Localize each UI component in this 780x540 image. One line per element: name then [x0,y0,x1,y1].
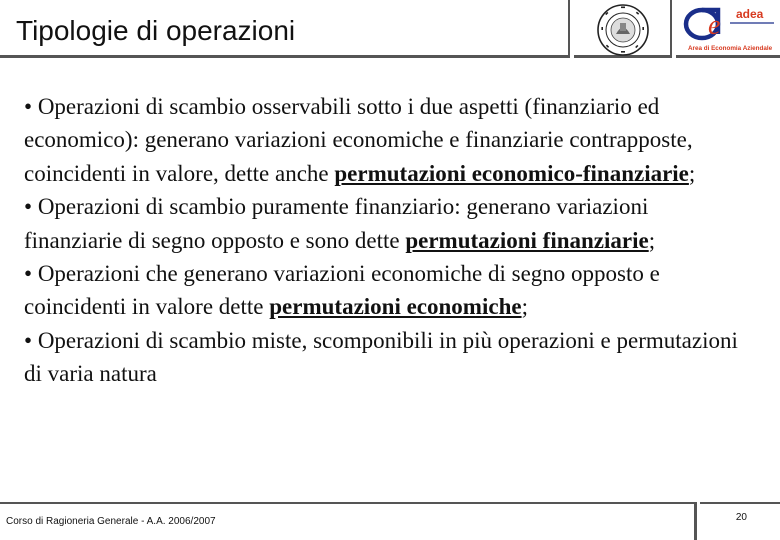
svg-text:e: e [708,10,721,41]
slide-title: Tipologie di operazioni [16,15,296,46]
bullet-item-3: • Operazioni che generano variazioni economiche di segno opposto e coincidenti in valore dette permutazioni economiche; [24,261,660,320]
term: permutazioni economico-finanziarie [334,160,689,186]
footer-page-box [700,502,780,540]
university-seal-icon [596,3,650,57]
slide-header [0,0,780,62]
university-seal-box [574,0,672,58]
adea-logo-icon [680,2,778,54]
page-number: 20 [735,512,747,523]
title-box [0,0,570,58]
adea-logo-box [676,0,780,58]
bullet-text: Operazioni di scambio puramente finanziario: generano variazioni finanziarie di segno opposto e sono dette [24,194,649,253]
bullet-item-2: • Operazioni di scambio puramente finanziario: generano variazioni finanziarie di segno opposto e sono dette permutazioni finanziarie; [24,194,656,253]
svg-text:adea: adea [736,7,764,21]
slide-body [24,90,744,391]
footer [0,502,697,540]
bullet-text: Operazioni di scambio miste, scomponibili in più operazioni e permutazioni di varia natura [24,327,738,387]
bullet-text: Operazioni di scambio osservabili sotto i due aspetti (finanziario ed economico): generano variazioni economiche e finanziarie contrapposte, coincidenti in valore, dette anche [24,94,693,186]
bullet-text: Operazioni che generano variazioni economiche di segno opposto e coincidenti in valore dette [24,261,660,320]
bullet-item-1: • Operazioni di scambio osservabili sotto i due aspetti (finanziario ed economico): generano variazioni economiche e finanziarie contrapposte, coincidenti in valore, dette anche permutazioni economico-finanziarie; [24,94,696,186]
term: permutazioni finanziarie [405,227,649,253]
course-label: Corso di Ragioneria Generale - A.A. 2006/2007 [6,516,216,527]
bullet-item-4: • Operazioni di scambio miste, scomponibili in più operazioni e permutazioni di varia natura [24,327,738,387]
term: permutazioni economiche [269,294,522,320]
svg-text:Area di Economia Aziendale: Area di Economia Aziendale [688,45,773,52]
